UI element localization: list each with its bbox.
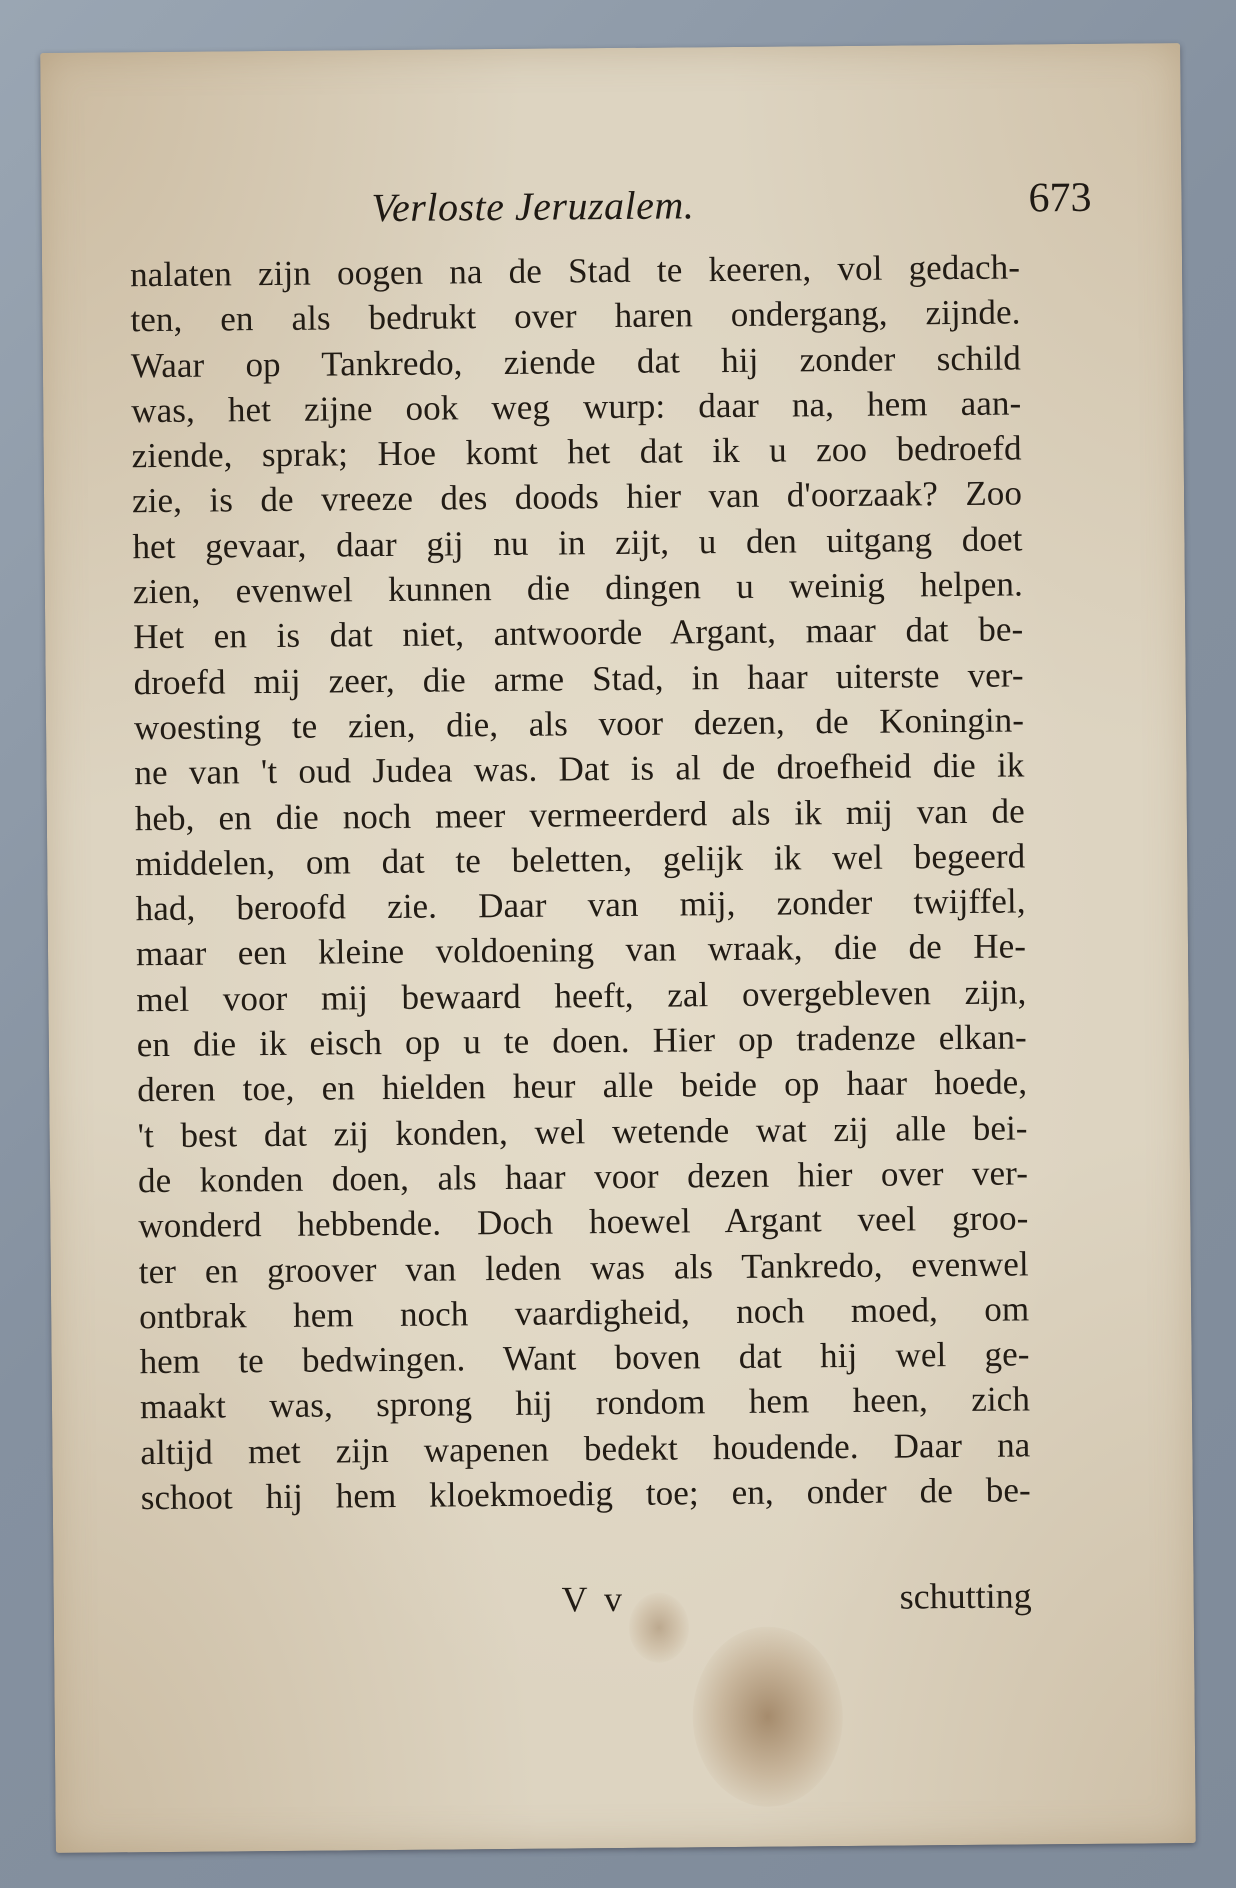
text-line: ziende, sprak; Hoe komt het dat ik u zoo bedroefd (131, 428, 1022, 476)
book-page (40, 43, 1196, 1853)
text-line: maar een kleine voldoening van wraak, die de He- (135, 926, 1027, 974)
text-line: mel voor mij bewaard heeft, zal overgebleven zijn, (136, 972, 1027, 1019)
text-line: hem te bedwingen. Want boven dat hij wel ge- (139, 1334, 1030, 1382)
foxing-stain (692, 1626, 844, 1807)
text-line: Het en is dat niet, antwoorde Argant, maar dat be- (133, 609, 1024, 657)
catchword: schutting (899, 1575, 1032, 1617)
page-number: 673 (1028, 174, 1092, 222)
text-line: schoot hij hem kloekmoedig toe; en, onder de be- (140, 1470, 1031, 1518)
text-line: zie, is de vreeze des doods hier van d'oorzaak? Zoo (131, 473, 1023, 521)
text-line: wonderd hebbende. Doch hoewel Argant veel groo- (138, 1198, 1029, 1246)
text-line: de konden doen, als haar voor dezen hier over ver- (137, 1153, 1029, 1201)
signature-mark: V v (561, 1578, 627, 1620)
body-text (130, 244, 1031, 1520)
page-footer (142, 1574, 1032, 1632)
running-head (371, 174, 1091, 240)
text-line: heb, en die noch meer vermeerderd als ik mij van de (134, 791, 1025, 838)
text-line: ten, en als bedrukt over haren ondergang, zijnde. (130, 292, 1021, 340)
text-line: het gevaar, daar gij nu in zijt, u den uitgang doet (132, 519, 1023, 567)
text-line: woesting te zien, die, als voor dezen, de Koningin- (133, 700, 1025, 748)
text-line: ter en groover van leden was als Tankredo, evenwel (138, 1243, 1029, 1291)
text-line: was, het zijne ook weg wurp: daar na, hem aan- (131, 383, 1022, 431)
text-line: Waar op Tankredo, ziende dat hij zonder schild (130, 338, 1022, 385)
text-line: 't best dat zij konden, wel wetende wat zij alle bei- (137, 1108, 1028, 1155)
text-line: had, beroofd zie. Daar van mij, zonder twijffel, (135, 881, 1026, 929)
running-head-title: Verloste Jeruzalem. (371, 182, 695, 231)
text-line: deren toe, en hielden heur alle beide op haar hoede, (137, 1062, 1028, 1110)
text-line: en die ik eisch op u te doen. Hier op tradenze elkan- (136, 1017, 1027, 1065)
text-line: middelen, om dat te beletten, gelijk ik wel begeerd (135, 836, 1026, 884)
text-line: zien, evenwel kunnen die dingen u weinig helpen. (132, 564, 1024, 612)
text-line: altijd met zijn wapenen bedekt houdende. Daar na (140, 1425, 1031, 1472)
text-line: nalaten zijn oogen na de Stad te keeren, vol gedach- (129, 247, 1021, 295)
text-line: droefd mij zeer, die arme Stad, in haar uiterste ver- (133, 655, 1024, 702)
text-line: maakt was, sprong hij rondom hem heen, zich (139, 1379, 1031, 1427)
text-line: ne van 't oud Judea was. Dat is al de droefheid die ik (134, 745, 1025, 793)
text-line: ontbrak hem noch vaardigheid, noch moed, om (139, 1289, 1030, 1337)
